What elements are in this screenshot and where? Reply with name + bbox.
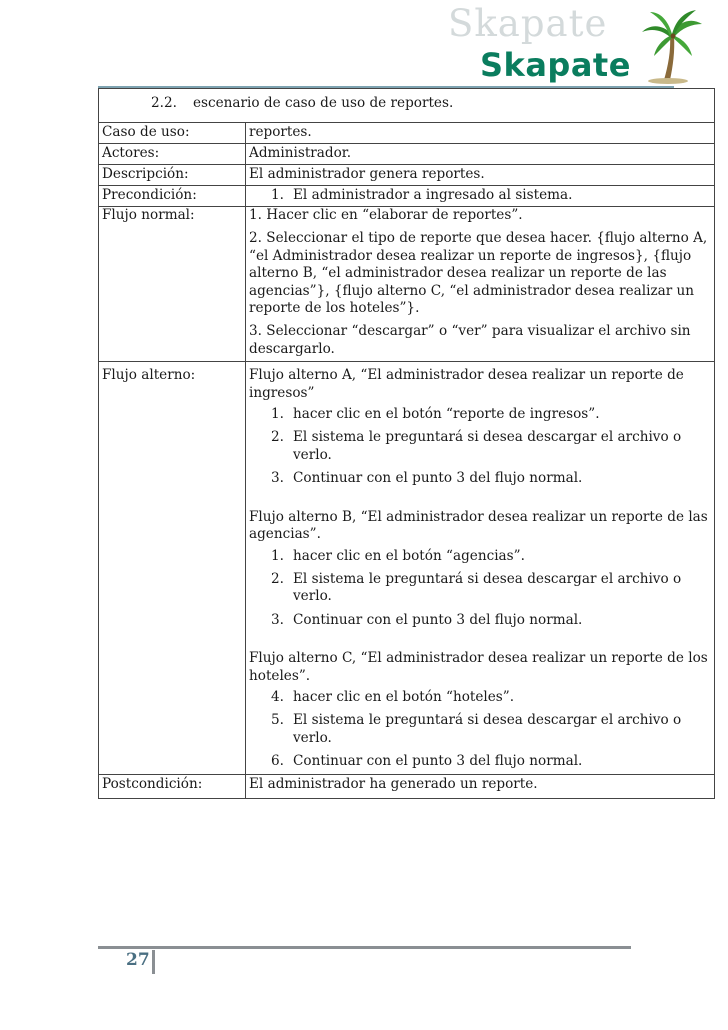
step-text: El sistema le preguntará si desea descargar el archivo o verlo. bbox=[293, 712, 682, 746]
logo-shadow-text: Skapate bbox=[448, 2, 608, 45]
list-item bbox=[249, 753, 710, 770]
row-label: Caso de uso: bbox=[99, 123, 246, 144]
row-value: El administrador ha generado un reporte. bbox=[246, 774, 715, 798]
section-title-row bbox=[99, 89, 715, 123]
row-caso-de-uso bbox=[99, 123, 715, 144]
list-item bbox=[249, 571, 710, 606]
step-number: 3. bbox=[271, 611, 284, 628]
step-number: 3. bbox=[271, 470, 284, 487]
row-value: reportes. bbox=[246, 123, 715, 144]
step-number: 6. bbox=[271, 753, 284, 770]
row-value bbox=[246, 186, 715, 207]
use-case-table bbox=[98, 88, 715, 799]
row-flujo-alterno bbox=[99, 362, 715, 774]
row-value: Administrador. bbox=[246, 144, 715, 165]
step-text: El administrador a ingresado al sistema. bbox=[293, 187, 573, 203]
row-label: Postcondición: bbox=[99, 774, 246, 798]
row-value bbox=[246, 362, 715, 774]
alt-b-heading: Flujo alterno B, “El administrador desea realizar un reporte de las agencias”. bbox=[249, 508, 708, 543]
row-label: Descripción: bbox=[99, 165, 246, 186]
step-number: 5. bbox=[271, 712, 284, 729]
step-number: 1. bbox=[271, 406, 284, 423]
row-flujo-normal bbox=[99, 207, 715, 362]
row-postcondicion bbox=[99, 774, 715, 798]
step-text: Continuar con el punto 3 del flujo normal. bbox=[293, 470, 583, 487]
step-number: 1. bbox=[271, 187, 284, 203]
row-actores bbox=[99, 144, 715, 165]
list-item bbox=[249, 712, 710, 747]
footer-rule bbox=[98, 946, 631, 949]
normal-step-2: 2. Seleccionar el tipo de reporte que desea hacer. {flujo alterno A, “el Administrador desea realizar un reporte de ingresos}, {flujo alterno B, “el administrador desea realizar un reporte de las agencias”}, {flujo alterno C, “el administrador desea realizar un reporte de los hoteles”}. bbox=[249, 230, 708, 317]
alt-b-steps bbox=[249, 548, 710, 630]
step-number: 2. bbox=[271, 570, 284, 587]
page-number-bar bbox=[152, 950, 155, 974]
alt-a-steps bbox=[249, 406, 710, 488]
row-label: Flujo normal: bbox=[99, 207, 246, 362]
step-text: hacer clic en el botón “reporte de ingresos”. bbox=[293, 406, 600, 423]
list-item bbox=[249, 429, 710, 464]
section-title: escenario de caso de uso de reportes. bbox=[193, 95, 454, 111]
alt-a-heading: Flujo alterno A, “El administrador desea realizar un reporte de ingresos” bbox=[249, 367, 684, 401]
row-label: Flujo alterno: bbox=[99, 362, 246, 774]
section-number: 2.2. bbox=[151, 95, 177, 111]
list-item bbox=[249, 470, 710, 487]
step-text: El sistema le preguntará si desea descargar el archivo o verlo. bbox=[293, 570, 682, 605]
step-text: hacer clic en el botón “hoteles”. bbox=[293, 688, 515, 705]
step-number: 1. bbox=[271, 547, 284, 564]
step-number: 4. bbox=[271, 688, 284, 705]
row-precondicion bbox=[99, 186, 715, 207]
alt-c-steps bbox=[249, 689, 710, 771]
alt-c-heading: Flujo alterno C, “El administrador desea realizar un reporte de los hoteles”. bbox=[249, 650, 708, 684]
row-value bbox=[246, 207, 715, 362]
step-text: El sistema le preguntará si desea descargar el archivo o verlo. bbox=[293, 429, 682, 463]
step-text: Continuar con el punto 3 del flujo normal. bbox=[293, 611, 583, 628]
step-text: Continuar con el punto 3 del flujo normal. bbox=[293, 753, 583, 770]
palm-tree-icon bbox=[640, 6, 704, 84]
step-text: hacer clic en el botón “agencias”. bbox=[293, 547, 525, 564]
step-number: 2. bbox=[271, 429, 284, 446]
row-label: Actores: bbox=[99, 144, 246, 165]
list-item bbox=[249, 612, 710, 629]
normal-step-1: 1. Hacer clic en “elaborar de reportes”. bbox=[249, 207, 523, 223]
logo-main-text: Skapate bbox=[480, 46, 631, 84]
row-label: Precondición: bbox=[99, 186, 246, 207]
skapate-logo bbox=[444, 2, 706, 88]
list-item bbox=[249, 548, 710, 565]
normal-step-3: 3. Seleccionar “descargar” o “ver” para visualizar el archivo sin descargarlo. bbox=[249, 323, 691, 357]
row-value: El administrador genera reportes. bbox=[246, 165, 715, 186]
list-item bbox=[249, 406, 710, 423]
page-number: 27 bbox=[126, 950, 150, 970]
list-item bbox=[249, 689, 710, 706]
section-title-cell bbox=[99, 89, 715, 123]
row-descripcion bbox=[99, 165, 715, 186]
